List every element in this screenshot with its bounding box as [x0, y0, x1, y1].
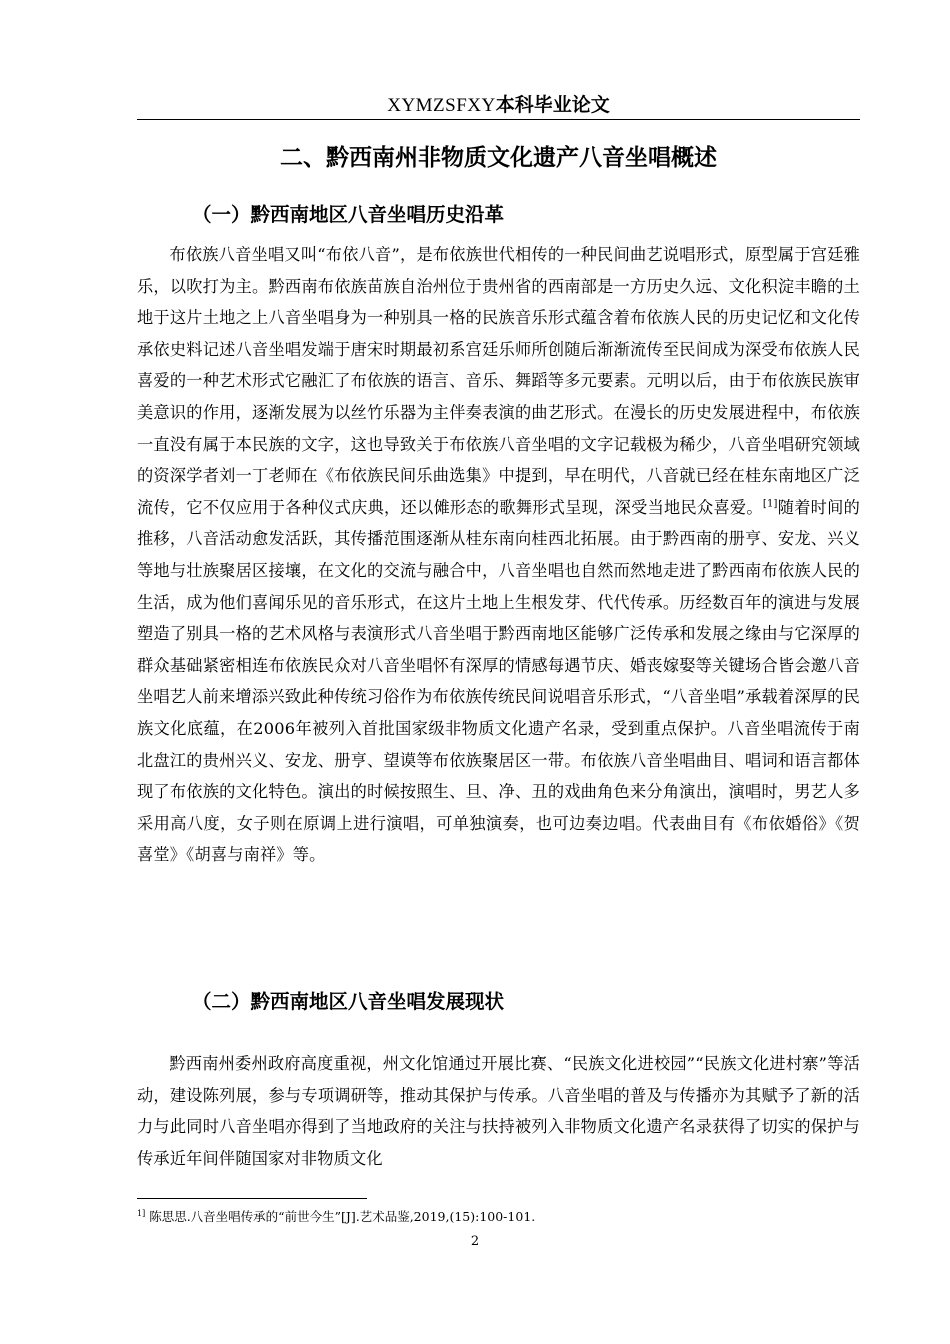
paragraph-status: 黔西南州委州政府高度重视，州文化馆通过开展比赛、“民族文化进校园”“民族文化进村寨”等活动，建设陈列展，参与专项调研等，推动其保护与传承。八音坐唱的普及与传播亦为其赋予了新的活力与此同时八音坐唱亦得到了当地政府的关注与扶持被列入非物质文化遗产名录获得了切实的保护与传承近年间伴随国家对非物质文化	[137, 1054, 860, 1168]
footnote	[137, 1208, 535, 1226]
footnote-divider	[137, 1198, 367, 1199]
page-header	[137, 91, 860, 120]
paragraph-history-part1: 布依族八音坐唱又叫“布依八音”，是布依族世代相传的一种民间曲艺说唱形式，原型属于宫廷雅乐，以吹打为主。黔西南布依族苗族自治州位于贵州省的西南部是一方历史久远、文化积淀丰瞻的土地于这片土地之上八音坐唱身为一种别具一格的民族音乐形式蕴含着布依族人民的历史记忆和文化传承依史料记述八音坐唱发端于唐宋时期最初系宫廷乐师所创随后渐渐流传至民间成为深受布依族人民喜爱的一种艺术形式它融汇了布依族的语言、音乐、舞蹈等多元要素。元明以后，由于布依族民族审美意识的作用，逐渐发展为以丝竹乐器为主伴奏表演的曲艺形式。在漫长的历史发展进程中，布依族一直没有属于本民族的文字，这也导致关于布依族八音坐唱的文字记载极为稀少，八音坐唱研究领域的资深学者刘一丁老师在《布依族民间乐曲选集》中提到，早在明代，八音就已经在桂东南地区广泛流传，它不仅应用于各种仪式庆典，还以傩形态的歌舞形式呈现，深受当地民众喜爱。	[137, 245, 860, 517]
page-number: 2	[470, 1234, 480, 1249]
paragraph-history	[137, 239, 860, 871]
section-heading-history: （一）黔西南地区八音坐唱历史沿革	[192, 203, 505, 226]
paragraph-history-part2: 随着时间的推移，八音活动愈发活跃，其传播范围逐渐从桂东南向桂西北拓展。由于黔西南的册亨、安龙、兴义等地与壮族聚居区接壤，在文化的交流与融合中，八音坐唱也自然而然地走进了黔西南布依族人民的生活，成为他们喜闻乐见的音乐形式，在这片土地上生根发芽、代代传承。历经数百年的演进与发展塑造了别具一格的艺术风格与表演形式八音坐唱于黔西南地区能够广泛传承和发展之缘由与它深厚的群众基础紧密相连布依族民众对八音坐唱怀有深厚的情感每遇节庆、婚丧嫁娶等关键场合皆会邀八音坐唱艺人前来增添兴致此种传统习俗作为布依族传统民间说唱音乐形式，“八音坐唱”承载着深厚的民族文化底蕴，在2006年被列入首批国家级非物质文化遗产名录，受到重点保护。八音坐唱流传于南北盘江的贵州兴义、安龙、册亨、望谟等布依族聚居区一带。布依族八音坐唱曲目、唱词和语言都体现了布依族的文化特色。演出的时候按照生、旦、净、丑的戏曲角色来分角演出，演唱时，男艺人多采用高八度，女子则在原调上进行演唱，可单独演奏，也可边奏边唱。代表曲目有《布依婚俗》《贺喜堂》《胡喜与南祥》等。	[137, 497, 860, 865]
section-heading-status: （二）黔西南地区八音坐唱发展现状	[192, 990, 505, 1013]
header-text: 本科毕业论文	[495, 94, 610, 116]
footnote-mark: 1]	[137, 1208, 146, 1218]
citation-mark[interactable]: [1]	[762, 498, 778, 510]
footnote-text: 陈思思.八音坐唱传承的“前世今生”[J].艺术品鉴,2019,(15):100-101.	[149, 1209, 536, 1224]
chapter-title: 二、黔西南州非物质文化遗产八音坐唱概述	[280, 145, 717, 171]
header-code: XYMZSFXY	[387, 95, 496, 116]
